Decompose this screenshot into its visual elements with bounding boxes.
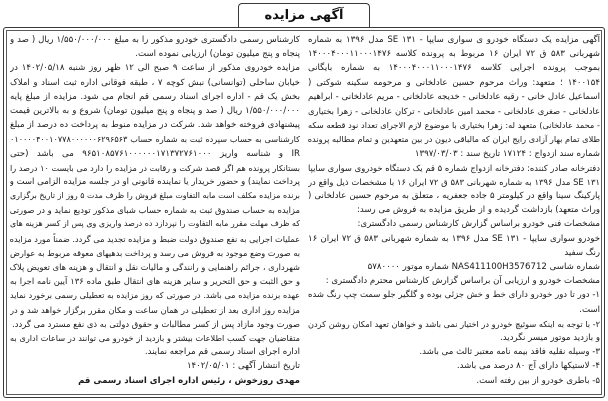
notice-line: عهده برنده مزایده می باشد. در صورتی که روز مزایده به تعطیلی رسمی برخورد نماید [10, 290, 300, 301]
notice-line: پارکینگ سینا واقع در کیلومتر ۵ جاده جعفریه ، متعلق به مرحوم حسین عادلخانی ( [308, 191, 600, 202]
notice-line: ۴- لاستیکها دارای آج ۸۰ درصد می باشد. [456, 361, 600, 372]
notice-line: پنجاه و پنج میلیون تومان) ارزیابی نموده است. [135, 49, 300, 60]
notice-line: ۲- با توجه به اینکه سوئیچ خودرو در اختیار نمی باشد و خواهان تعهد امکان روشن کردن [308, 318, 600, 329]
title-box [238, 3, 370, 27]
notice-line: SE ۱۳۱ مدل ۱۳۹۶ به شماره شهربانی ۵۸۳ ق ۷۲ ایران ۱۶ با مشخصات ذیل واقع در [308, 176, 600, 187]
notice-line: پرداخت نمایند) و حضور خریدار یا نماینده قانونی او در جلسه مزایده الزامی است و [10, 176, 300, 187]
notice-line: اسماعیل عادل خانی - رقیه عادلخانی - خدیجه عادلخانی - مریم عادلخانی - ابراهیم [308, 91, 600, 102]
notice-line: بخش یک قم - اداره اجرای اسناد رسمی قم انجام می شود. مزایده از مبلغ پایه [10, 91, 300, 102]
notice-line: ۱/۵۵۰/۰۰۰/۰۰۰ ریال ( صد و پنجاه و پنج میلیون تومان) شروع و به بالاترین قیمت [10, 105, 300, 116]
notice-line: بستانکار پرونده هم اگر قصد شرکت و رقابت در مزایده را دارد می بایست ۱۰ درصد را [10, 162, 300, 173]
notice-line: و حق الثبت و حق التحریر و سایر هزینه های انتقال طبق ماده ۱۳۶ آیین نامه اجرا به [10, 276, 300, 287]
notice-line: شهربانی ۵۸۳ ق ۷۲ ایران ۱۶ مربوط به پرونده کلاسه ۱۴۰۰۰۴۰۰۰۱۱۰۰۰۱۴۷۶ [308, 49, 600, 60]
notice-line: پیشنهادی فروخته خواهد شد. شرکت در مزایده منوط به پرداخت ده درصد از مبلغ [10, 120, 300, 131]
notice-line: مشخصات فنی خودرو براساس گزارش کارشناس رسمی دادگستری: [357, 219, 600, 230]
notice-line: شماره شاسی NAS411100H3576712 شماره موتور ۵۷۸۰۰۰۰ [367, 262, 600, 272]
signature: مهدی روزخوش ، رئیس اداره اجرای اسناد رسمی قم [78, 375, 300, 386]
notice-line: آگهی مزایده یک دستگاه خودرو ی سواری سایپا - SE ۱۳۱ مدل ۱۳۹۶ به شماره [308, 35, 600, 45]
notice-line: مزایده خودروی مذکور از ساعت ۹ صبح الی ۱۲ ظهر روز شنبه ۱۴۰۲/۰۵/۱۸ در [10, 63, 300, 74]
notice-line: است. [579, 304, 600, 315]
notice-line: مزایده به حساب صندوق ثبت به شماره حساب شبای مذکور تودیع نماید و در صورتی [10, 205, 300, 216]
notice-line: به صورت وضع موجود به فروش می رسد و پرداخت بدهیهای معوقه مربوط به عوارض [10, 247, 300, 258]
notice-line: شماره سند ازدواج : ۱۷۱۲۴ تاریخ سند : ۱۳۹۷/۰۳/۰۳ [414, 148, 600, 159]
notice-line: عادلخانی - صغری عادلخانی - محمد امین عادلخانی - ترکان عادلخانی - زهرا بختیاری [308, 105, 600, 116]
notice-line: صورت وجود مازاد پس از کسر مطالبات و حقوق دولتی به ذی نفع مسترد می گردد. [12, 318, 300, 329]
notice-line: طلای تمام بهار آزادی رایج ایران که مالباقی دیون در بین متعهدین و تمام مطالبه پرونده [308, 134, 600, 145]
notice-line: برنده مزایده مکلف است مابه التفاوت مبلغ فروش را ظرف مدت ۵ روز از تاریخ برگزاری [10, 191, 300, 201]
notice-line: و بازدید موتور میسر نگردید. [500, 332, 600, 343]
notice-line: شهرداری ، جرائم راهنمایی و رانندگی و مالیات نقل و انتقال و هزینه های تعویض پلاک [10, 262, 300, 272]
notice-line: IR و شناسه واریز ۹۶۵۱۰۸۵۷۶۱۰۰۰۰۰۰۱۷۱۳۷۲۷۶۱۰۰۰ می باشد (حتی [10, 148, 300, 159]
notice-line: عملیات اجرایی به نفع صندوق دولت ضبط و مزایده تجدید می گردد. ضمناً مورد مزایده [10, 233, 300, 244]
right-column [308, 33, 600, 388]
notice-line: که ظرف مهلت مقرر مابه التفاوت را نپردازد ده درصد واریزی وی پس از کسر هزینه های [10, 219, 300, 229]
publish-date: تاریخ انتشار آگهی : ۱۴۰۲/۰۵/۰۱ [186, 361, 300, 372]
notice-line: مزایده روز اداری بعد از تعطیلی در همان ساعت و مکان مقرر برگزار خواهد شد و در [10, 304, 300, 315]
notice-line: اداره اجرای اسناد رسمی قم مراجعه نمایند. [144, 347, 300, 358]
notice-line: ۱۴۰۰۱۵۴ ؛ متعهد: وراث مرحوم حسین عادلخانی و مرحومه سکینه شوکتی ( [308, 77, 600, 88]
notice-line: مشخصات خودرو و ارزیابی آن براساس گزارش کارشناس محترم دادگستری : [325, 276, 600, 287]
page-title: آگهی مزایده [264, 8, 344, 23]
notice-line: کارشناسی به حساب سپرده ثبت به شماره حساب ۰۱۰۰۰۰۴۰۰۱۰۷۷۸۰۰۰۰۰۰۶۲۹۶۵۶۳ [10, 134, 300, 145]
notice-line: ۳- وسیله نقلیه فاقد بیمه نامه معتبر ثالث می باشد. [419, 347, 600, 358]
notice-line: خیابان ساحلی (توانسانی) نبش کوچه ۷ ، طبقه فوقانی اداره ثبت اسناد و املاک [10, 77, 300, 88]
notice-line: کارشناس رسمی دادگستری خودرو مذکور را به مبلغ ۱/۵۵۰/۰۰۰/۰۰۰ ریال ( صد و [10, 35, 300, 45]
notice-line: ۵- باطری خودرو از بین رفته است. [476, 375, 600, 386]
notice-line: رنگ سفید [564, 247, 600, 258]
notice-line: خودرو سواری سایپا - SE ۱۳۱ مدل ۱۳۹۶ به شماره شهربانی ۵۸۳ ق ۷۲ ایران ۱۶ [308, 233, 600, 244]
notice-line: دفترخانه صادر کننده: دفترخانه ازدواج شماره ۵ قم یک دستگاه خودروی سواری سایپا [308, 162, 600, 173]
notice-line: ۱- دور تا دور خودرو دارای خط و خش جزئی بوده و گلگیر جلو سمت چپ رنگ شده [308, 290, 600, 301]
notice-line: متقاضیان جهت کسب اطلاعات بیشتر و بازدید از خودرو می توانند در ساعات اداری به [10, 332, 300, 343]
left-column [10, 33, 300, 388]
notice-line: - محمد عادلخانی) متعهد له: زهرا بختیاری با موضوع لازم الاجرای تعداد نود قطعه سکه [308, 120, 600, 131]
notice-line: وراث متعهد) بازداشت گردیده و از طریق مزایده به فروش می رسد: [356, 205, 600, 216]
notice-line: بموجب پرونده اجرایی کلاسه ۱۴۰۰۰۴۰۰۰۱۱۰۰۰۱۴۷۶ به شماره بایگانی [308, 63, 600, 74]
